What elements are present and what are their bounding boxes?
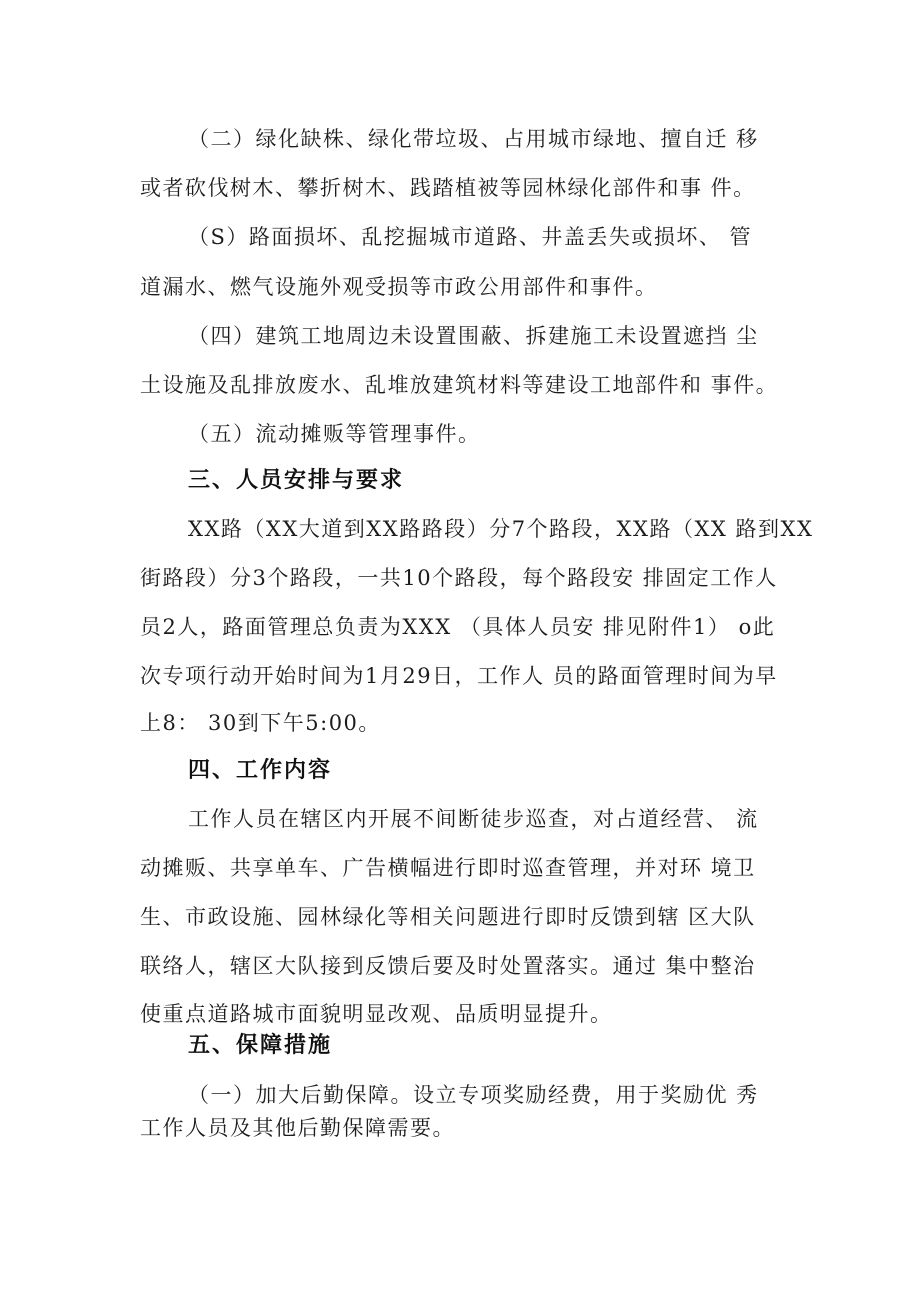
section-4-line-1: 工作人员在辖区内开展不间断徒步巡查，对占道经营、 流	[188, 807, 759, 831]
section-3-line-1: XX路（XX大道到XX路路段）分7个路段，XX路（XX 路到XX	[188, 517, 814, 541]
section-3-heading: 三、人员安排与要求	[188, 468, 405, 493]
section-5-heading: 五、保障措施	[188, 1033, 333, 1058]
section-4-line-4: 联络人，辖区大队接到反馈后要及时处置落实。通过 集中整治	[140, 954, 756, 978]
item-4-line-2: 土设施及乱排放废水、乱堆放建筑材料等建设工地部件和 事件。	[140, 373, 779, 397]
section-4-line-2: 动摊贩、共享单车、广告横幅进行即时巡查管理，并对环 境卫	[140, 856, 756, 880]
section-3-line-3: 员2人，路面管理总负责为XXX （具体人员安 排见附件1） o此	[140, 615, 776, 639]
section-4-line-5: 使重点道路城市面貌明显改观、品质明显提升。	[140, 1002, 613, 1026]
section-5-line-1: （一）加大后勤保障。设立专项奖励经费，用于奖励优 秀	[188, 1083, 759, 1107]
item-4-line-1: （四）建筑工地周边未设置围蔽、拆建施工未设置遮挡 尘	[188, 324, 759, 348]
item-3-line-2: 道漏水、燃气设施外观受损等市政公用部件和事件。	[140, 275, 658, 299]
section-5-line-2: 工作人员及其他后勤保障需要。	[140, 1116, 455, 1140]
section-4-line-3: 生、市政设施、园林绿化等相关问题进行即时反馈到辖 区大队	[140, 905, 756, 929]
section-3-line-4: 次专项行动开始时间为1月29日，工作人 员的路面管理时间为早	[140, 664, 778, 688]
item-3-line-1: （S）路面损坏、乱挖掘城市道路、井盖丢失或损坏、 管	[188, 225, 753, 249]
item-2-line-2: 或者砍伐树木、攀折树木、践踏植被等园林绿化部件和事 件。	[140, 176, 756, 200]
item-2-line-1: （二）绿化缺株、绿化带垃圾、占用城市绿地、擅自迁 移	[188, 127, 759, 151]
section-4-heading: 四、工作内容	[188, 758, 333, 783]
item-5-line-1: （五）流动摊贩等管理事件。	[188, 422, 481, 446]
section-3-line-2: 街路段）分3个路段，一共10个路段，每个路段安 排固定工作人	[140, 566, 778, 590]
section-3-line-5: 上8： 30到下午5:00。	[140, 711, 381, 735]
